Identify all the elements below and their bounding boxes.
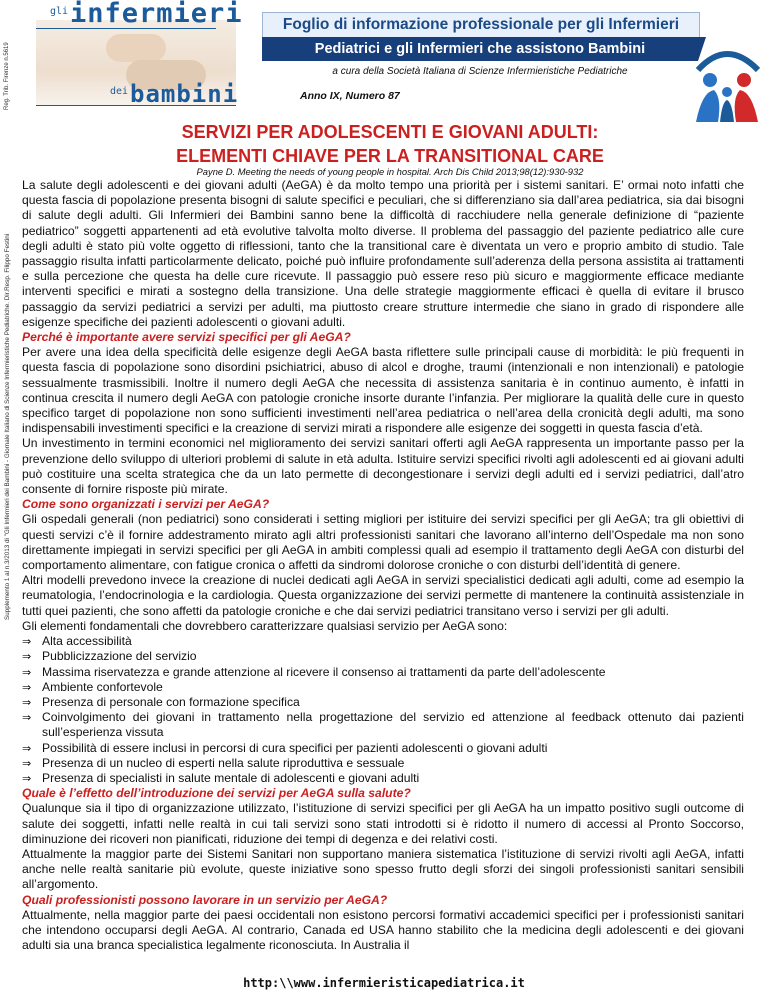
- article-body: [22, 178, 744, 953]
- logo-gli: gli: [50, 6, 69, 17]
- paragraph: Un investimento in termini economici nel miglioramento dei servizi sanitari offerti agli AeGA rappresenta un importante passo per la prevenzione dello sviluppo di ulteriori problemi di salute in età adulta. Istituire servizi specifici rivolti agli adolescenti ed ai giovani adulti può costituire una scelta strategica che da un lato permette di decongestionare i servizi degli adulti ed i servizi pediatrici, dall’atro consente di fornire risposte più mirate.: [22, 436, 744, 497]
- arrow-icon: ⇒: [22, 711, 32, 725]
- arrow-icon: ⇒: [22, 756, 32, 770]
- title-line-1: SERVIZI PER ADOLESCENTI E GIOVANI ADULTI:: [181, 122, 599, 142]
- side-publication-note: Supplemento 1 al n.3/2013 di "Gli Infermieri dei Bambini - Giornale Italiano di Scienze Infermieristiche Pediatriche. Dir.Resp. Filippo Festini: [4, 233, 11, 620]
- list-item: ⇒ Coinvolgimento dei giovani in trattamento nella progettazione del servizio ed attenzione al feedback ottenuto dai pazienti sull’esperienza vissuta: [22, 710, 744, 740]
- paragraph: Per avere una idea della specificità delle esigenze degli AeGA basta riflettere sulle principali cause di morbidità: le più frequenti in questa fascia di popolazione sono disordini psichiatrici, abuso di alcol e droghe, traumi (intenzionali e non intenzionali) e patologie sessualmente trasmissibili. Inoltre il numero degli AeGA che necessita di assistenza sanitaria è in continuo aumento, è infatti in continua crescita il numero degli AeGA con patologie croniche insorte durante l’infanzia. Per migliorare la qualità delle cure in questo specifico target di popolazione non sono sufficienti investimenti nell’area pediatrica o nell’area della cronicità degli adulti, ma sono indispensabili investimenti specifici e la creazione di servizi mirati a rispondere alle esigenze dei soggetti in questa fascia d’età.: [22, 345, 744, 436]
- paragraph: La salute degli adolescenti e dei giovani adulti (AeGA) è da molto tempo una priorità per i sistemi sanitari. E’ ormai noto infatti che questa fascia di popolazione presenta bisogni di salute specifici e peculiari, che si differenziano sia dall’area pediatrica, sia dai bisogni di salute degli adulti. Gli Infermieri dei Bambini sanno bene la difficoltà di racchiudere nella generale definizione di “paziente pediatrico” soggetti appartenenti ad età evolutive talvolta molto diverse. Il problema del passaggio del paziente pediatrico alle cure degli adulti è stato più volte oggetto di riflessioni, tanto che la transitional care è diventata un vero e proprio ambito di studio. Tale passaggio risulta infatti particolarmente delicato, poiché può influire profondamente sull’aderenza della persona assistita ai trattamenti e sulla percezione che questa ha delle cure ricevute. Il passaggio può essere reso più sicuro e maggiormente efficace mediante interventi specifici e mirati a sostegno della transizione. Una delle strategie maggiormente efficaci è quella di evitare il brusco passaggio da servizi pediatrici a servizi per adulti, ma piuttosto creare strutture intermedie che siano in grado di rispondere alle esigenze specifiche dei pazienti adolescenti o giovani adulti.: [22, 178, 744, 329]
- section-question: Come sono organizzati i servizi per AeGA?: [22, 497, 270, 512]
- publisher-line: a cura della Società Italiana di Scienze Infermieristiche Pediatriche: [332, 66, 628, 77]
- list-item: ⇒ Presenza di specialisti in salute mentale di adolescenti e giovani adulti: [22, 770, 420, 785]
- banner-line-2: Pediatrici e gli Infermieri che assistono Bambini: [262, 37, 698, 61]
- article-title: [110, 120, 670, 168]
- arrow-icon: ⇒: [22, 741, 32, 755]
- arrow-icon: ⇒: [22, 771, 32, 785]
- paragraph: Gli elementi fondamentali che dovrebbero caratterizzare qualsiasi servizio per AeGA sono:: [22, 618, 508, 633]
- logo-bambini: bambini: [130, 80, 239, 108]
- arrow-icon: ⇒: [22, 695, 32, 709]
- issue-number: Anno IX, Numero 87: [300, 90, 400, 102]
- divider: [36, 105, 236, 106]
- arrow-icon: ⇒: [22, 665, 32, 679]
- banner-line-1: Foglio di informazione professionale per gli Infermieri: [262, 12, 700, 38]
- list-item: ⇒ Alta accessibilità: [22, 634, 132, 649]
- paragraph: Attualmente la maggior parte dei Sistemi Sanitari non supportano maniera sistematica l’istituzione di servizi rivolti agli AeGA, infatti anche nelle realtà sanitarie più evolute, queste iniziative sono spesso frutto degli sforzi dei singoli professionisti sanitari sensibili all’argomento.: [22, 846, 744, 892]
- list-item: ⇒ Pubblicizzazione del servizio: [22, 649, 197, 664]
- arrow-icon: ⇒: [22, 650, 32, 664]
- citation: Payne D. Meeting the needs of young people in hospital. Arch Dis Child 2013;98(12):930-932: [196, 166, 584, 177]
- paragraph: Gli ospedali generali (non pediatrici) sono considerati i setting migliori per istituire dei servizi specifici per gli AeGA; tra gli obiettivi di questi servizi c’è il fornire addestramento mirato agli altri professionisti sanitari che lavorano all’interno dell’Ospedale ma non sono direttamente impiegati in servizi specifici per gli AeGA in ambiti complessi quali ad esempio il trattamento degli AeGA con disturbi del comportamento alimentare, con fatigue cronica o affetti da sindromi dolorose croniche o con disturbi dell’identità di genere.: [22, 512, 744, 573]
- logo-dei: dei: [110, 86, 129, 97]
- list-item: ⇒ Presenza di personale con formazione specifica: [22, 694, 300, 709]
- section-question: Perché è importante avere servizi specifici per gli AeGA?: [22, 330, 351, 345]
- list-item: ⇒ Ambiente confortevole: [22, 679, 163, 694]
- paragraph: Altri modelli prevedono invece la creazione di nuclei dedicati agli AeGA in servizi specialistici dedicati agli adulti, come ad esempio la reumatologia, l’endocrinologia e la cardiologia. Questa organizzazione dei servizi permette di mantenere la continuità assistenziale in tutti quei pazienti, che sono affetti da patologie croniche e che dai servizi pediatrici transitano verso i servizi per gli adulti.: [22, 573, 744, 618]
- logo-infermieri-text: infermieri: [70, 0, 243, 29]
- list-item: ⇒ Presenza di un nucleo di esperti nella salute riproduttiva e sessuale: [22, 755, 405, 770]
- key-elements-list: [22, 634, 744, 786]
- paragraph: Attualmente, nella maggior parte dei paesi occidentali non esistono percorsi formativi accademici specifici per i professionisti sanitari che intendono occuparsi degli AeGA. Al contrario, Canada ed USA hanno stabilito che la medicina degli adolescenti e dei giovani adulti sia una branca specialistica legalmente riconosciuta. In Australia il: [22, 907, 744, 953]
- arrow-icon: ⇒: [22, 635, 32, 649]
- section-question: Quale è l’effetto dell’introduzione dei servizi per AeGA sulla salute?: [22, 786, 411, 801]
- list-item: ⇒ Massima riservatezza e grande attenzione al ricevere il consenso ai trattamenti da parte dell’adolescente: [22, 664, 606, 679]
- section-question: Quali professionisti possono lavorare in un servizio per AeGA?: [22, 892, 388, 907]
- registration-note: Reg. Trib. Firenze n.5619: [4, 42, 10, 110]
- society-logo-icon: [688, 40, 766, 128]
- paragraph: Qualunque sia il tipo di organizzazione utilizzato, l’istituzione di servizi specifici per gli AeGA ha un impatto positivo sugli outcome di salute dei soggetti, infatti nelle realtà in cui tali servizi sono stati introdotti si è ridotto il numero di accessi al Pronto Soccorso, diminuzione dei ricoveri non pianificati, riduzione dei tempi di degenza e dei relativi costi.: [22, 801, 744, 846]
- footer-link[interactable]: http:\\www.infermieristicapediatrica.it: [243, 976, 525, 990]
- divider: [36, 28, 216, 29]
- list-item: ⇒ Possibilità di essere inclusi in percorsi di cura specifici per pazienti adolescenti o giovani adulti: [22, 740, 548, 755]
- arrow-icon: ⇒: [22, 680, 32, 694]
- title-line-2: ELEMENTI CHIAVE PER LA TRANSITIONAL CARE: [176, 146, 604, 166]
